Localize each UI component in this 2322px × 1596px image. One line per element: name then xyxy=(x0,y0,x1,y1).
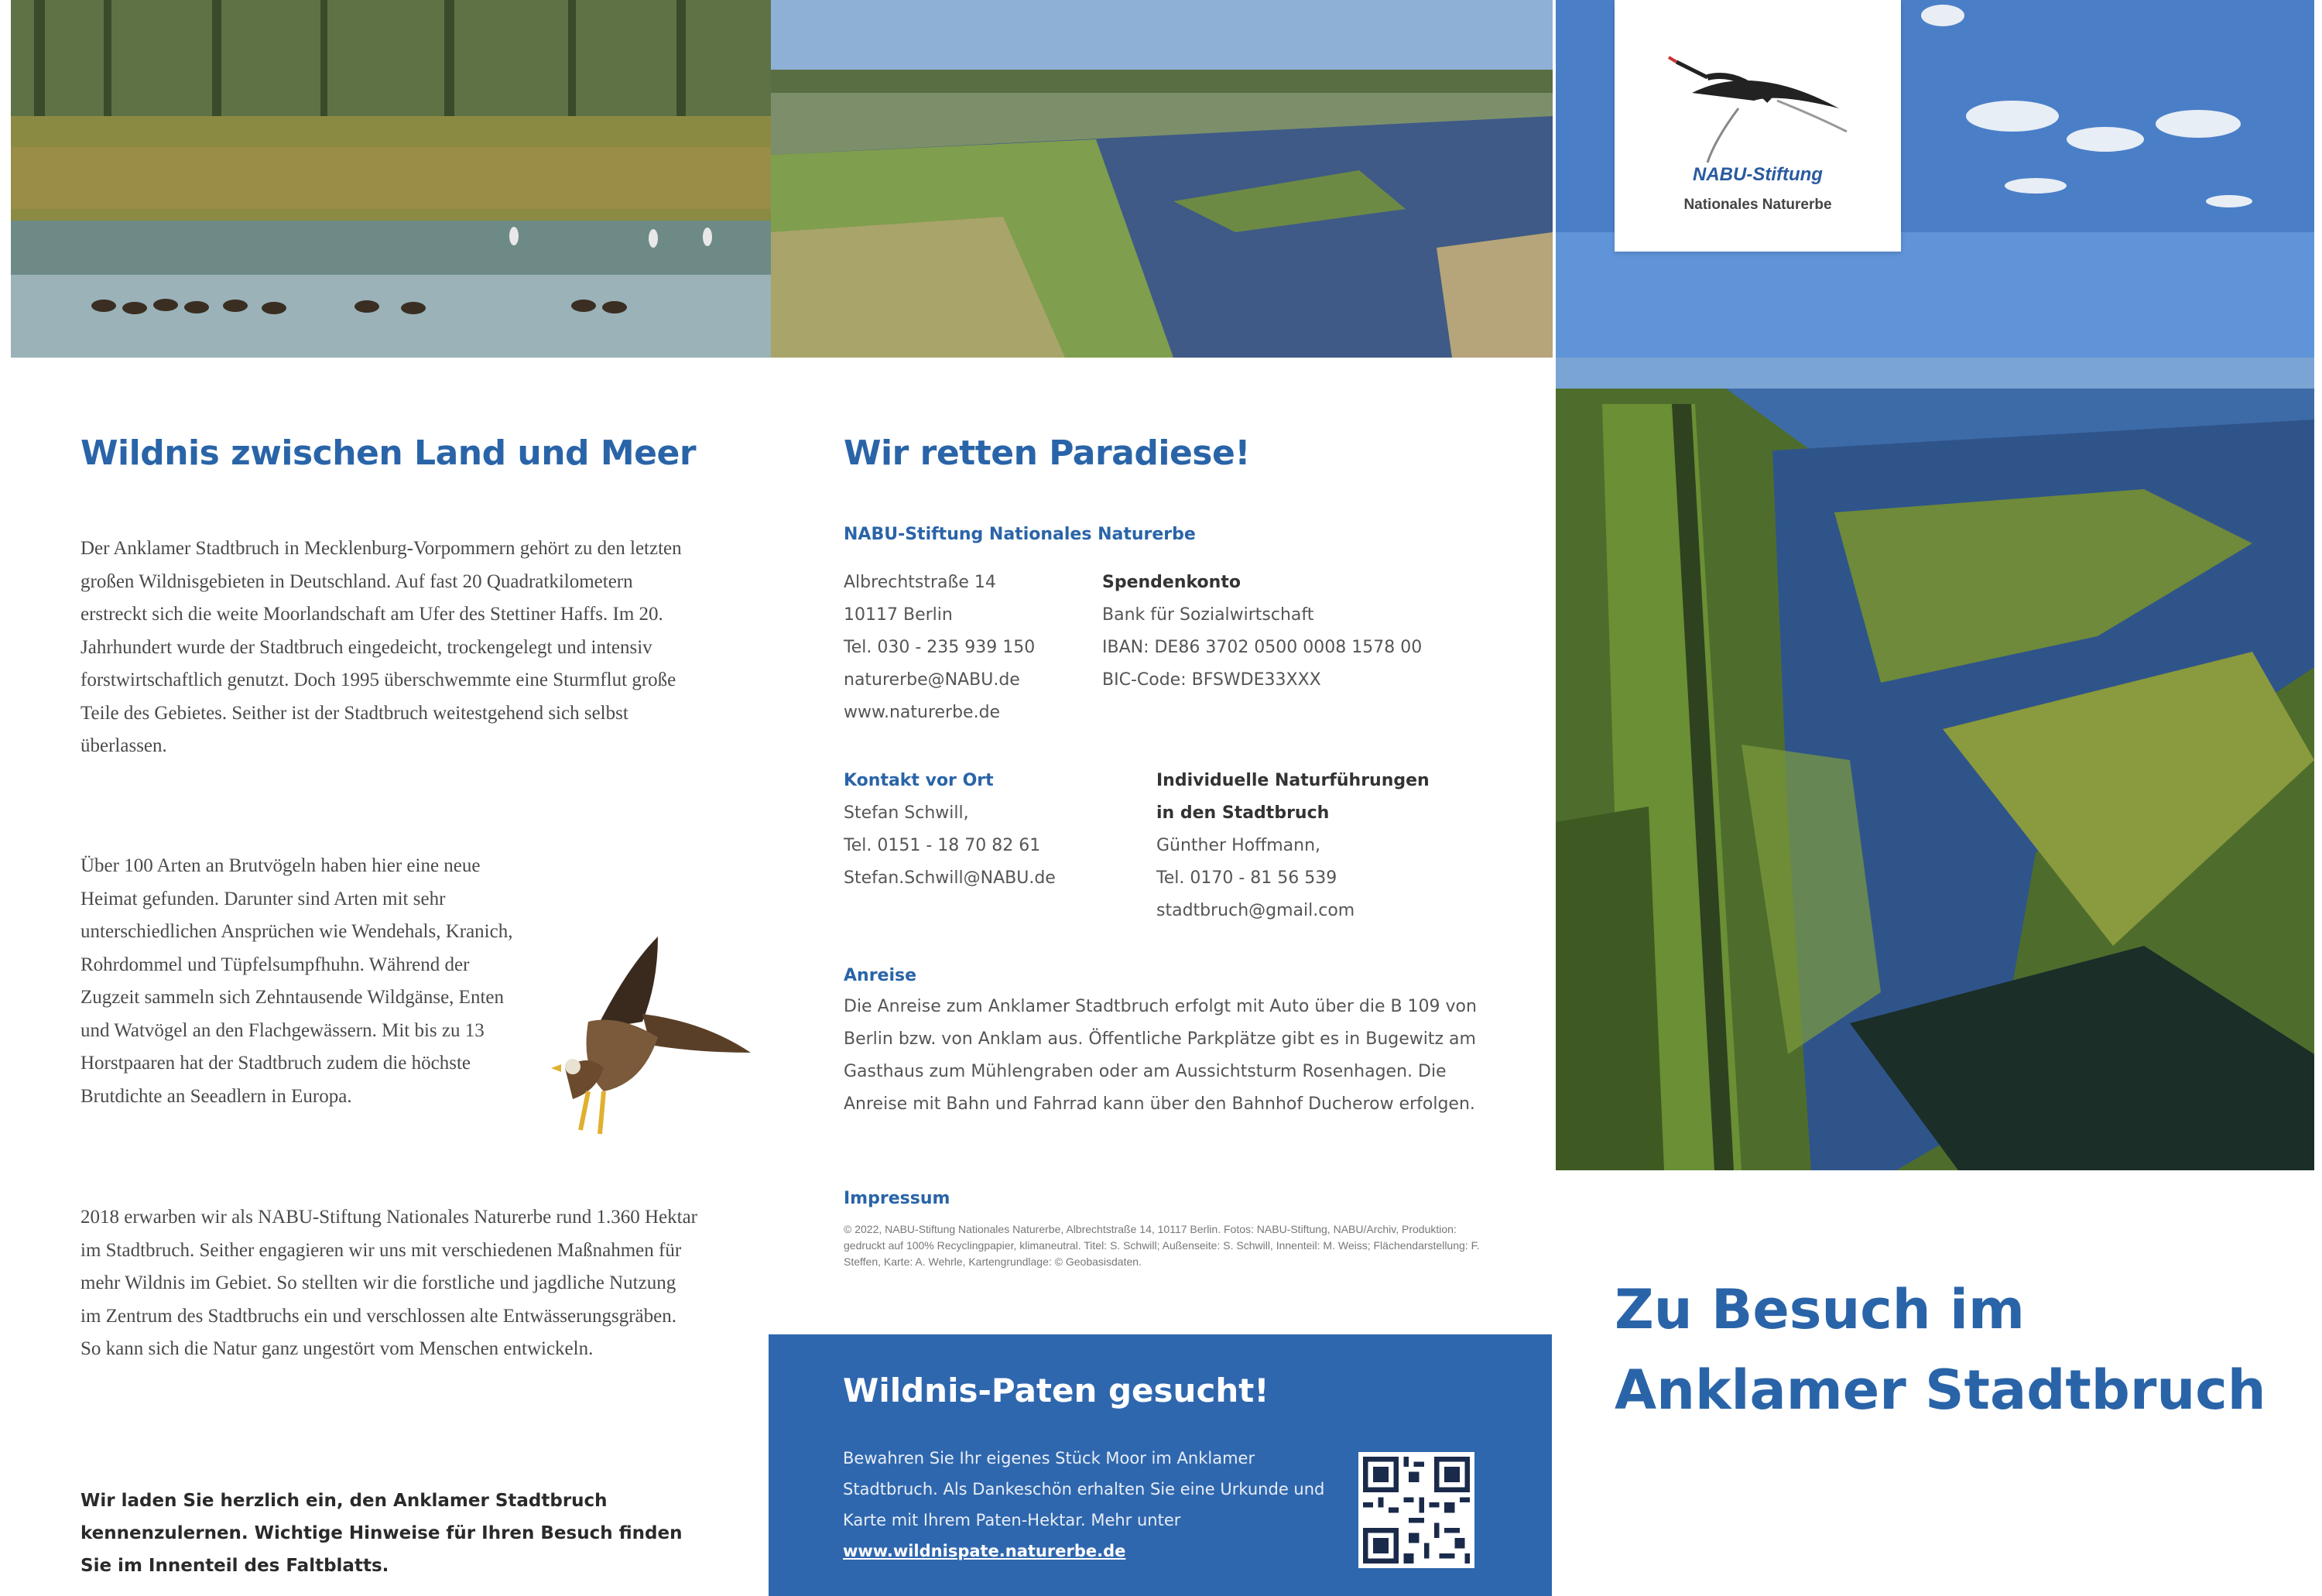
cover-title-line2: Anklamer Stadtbruch xyxy=(1615,1358,2266,1422)
tours-person: Günther Hoffmann, xyxy=(1156,836,1321,855)
nabu-logo-box xyxy=(1615,0,1901,252)
contact-label: Kontakt vor Ort xyxy=(844,771,994,790)
address-city: 10117 Berlin xyxy=(844,605,953,625)
middle-heading: Wir retten Paradiese! xyxy=(844,433,1250,473)
logo-name: NABU-Stiftung xyxy=(1693,164,1823,185)
aerial-moor-photo xyxy=(1556,358,2314,1170)
stork-logo-icon xyxy=(1661,46,1855,170)
tours-block xyxy=(1156,765,1497,927)
contact-person: Stefan Schwill, xyxy=(844,803,969,823)
org-name: NABU-Stiftung Nationales Naturerbe xyxy=(844,525,1196,544)
bank-label: Spendenkonto xyxy=(1102,573,1241,592)
address-phone: Tel. 030 - 235 939 150 xyxy=(844,638,1036,657)
paten-heading: Wildnis-Paten gesucht! xyxy=(843,1372,1269,1409)
contact-email[interactable]: Stefan.Schwill@NABU.de xyxy=(844,868,1056,888)
invitation-paragraph: Wir laden Sie herzlich ein, den Anklamer Stadtbruch kennenzulernen. Wichtige Hinweise für Ihren Besuch finden Sie im Innenteil des Faltblatts. xyxy=(80,1491,683,1576)
birds-paragraph: Über 100 Arten an Brutvögeln haben hier eine neue Heimat gefunden. Darunter sind Arten mit sehr unterschiedlichen Ansprüchen wie Wendehals, Kranich, Rohrdommel und Tüpfelsumpfhuhn. Während der Zugzeit sammeln sich Zehntausende Wildgänse, Enten und Watvögel an den Flachgewässern. Mit bis zu 13 Horstpaaren hat der Stadtbruch zudem die höchste Brutdichte an Seeadlern in Europa. xyxy=(80,855,513,1107)
paten-link[interactable]: www.wildnispate.naturerbe.de xyxy=(843,1542,1126,1560)
arrival-text: Die Anreise zum Anklamer Stadtbruch erfolgt mit Auto über die B 109 von Berlin bzw. von Anklam aus. Öffentliche Parkplätze gibt es in Bugewitz am Gasthaus zum Mühlengraben oder am Aussichtsturm Rosenhagen. Die Anreise mit Bahn und Fahrrad kann über den Bahnhof Ducherow erfolgen. xyxy=(844,997,1477,1114)
bank-name: Bank für Sozialwirtschaft xyxy=(1102,605,1314,625)
address-street: Albrechtstraße 14 xyxy=(844,573,996,592)
contact-block xyxy=(844,765,1138,895)
address-email[interactable]: naturerbe@NABU.de xyxy=(844,670,1020,690)
intro-paragraph: Der Anklamer Stadtbruch in Mecklenburg-Vorpommern gehört zu den letzten großen Wildnisgebieten in Deutschland. Auf fast 20 Quadratkilometern erstreckt sich die weite Moorlandschaft am Ufer des Stettiner Haffs. Im 20. Jahrhundert wurde der Stadtbruch eingedeicht, trockengelegt und intensiv forstwirtschaftlich genutzt. Doch 1995 überschwemmte eine Sturmflut große Teile des Gebietes. Seither ist der Stadtbruch weitestgehend sich selbst überlassen. xyxy=(80,538,682,756)
qr-code-icon[interactable] xyxy=(1358,1452,1474,1568)
bank-bic: BIC-Code: BFSWDE33XXX xyxy=(1102,670,1321,690)
address-website[interactable]: www.naturerbe.de xyxy=(844,703,1001,722)
left-heading: Wildnis zwischen Land und Meer xyxy=(80,433,697,473)
tours-phone: Tel. 0170 - 81 56 539 xyxy=(1156,868,1337,888)
paten-description: Bewahren Sie Ihr eigenes Stück Moor im Anklamer Stadtbruch. Als Dankeschön erhalten Sie eine Urkunde und Karte mit Ihrem Paten-Hektar. Mehr unter xyxy=(843,1449,1325,1529)
logo-subtitle: Nationales Naturerbe xyxy=(1683,197,1832,213)
tours-label-line2: in den Stadtbruch xyxy=(1156,803,1330,823)
wetland-birds-photo xyxy=(11,0,771,358)
imprint-label: Impressum xyxy=(844,1189,950,1208)
bank-iban: IBAN: DE86 3702 0500 0008 1578 00 xyxy=(1102,638,1423,657)
contact-phone: Tel. 0151 - 18 70 82 61 xyxy=(844,836,1041,855)
paten-text xyxy=(843,1443,1354,1567)
tours-label-line1: Individuelle Naturführungen xyxy=(1156,771,1430,790)
acquisition-paragraph: 2018 erwarben wir als NABU-Stiftung Nationales Naturerbe rund 1.360 Hektar im Stadtbruch. Seither engagieren wir uns mit verschiedenen Maßnahmen für mehr Wildnis im Gebiet. So stellten wir die forstliche und jagdliche Nutzung im Zentrum des Stadtbruchs ein und verschlossen alte Entwässerungsgräben. So kann sich die Natur ganz ungestört vom Menschen entwickeln. xyxy=(80,1207,698,1359)
cover-title-line1: Zu Besuch im xyxy=(1615,1278,2025,1341)
wildnis-paten-box xyxy=(769,1334,1552,1596)
cover-title xyxy=(1615,1269,2266,1430)
bank-block xyxy=(1102,567,1505,697)
imprint-text: © 2022, NABU-Stiftung Nationales Naturerbe, Albrechtstraße 14, 10117 Berlin. Fotos: NABU-Stiftung, NABU/Archiv, Produktion: gedruckt auf 100% Recyclingpapier, klimaneutral. Titel: S. Schwill; Außenseite: S. Schwill, Innenteil: M. Weiss; Flächendarstellung: F. Steffen, Karte: A. Wehrle, Kartengrundlage: © Geobasisdaten. xyxy=(844,1223,1480,1268)
wetland-landscape-photo xyxy=(771,0,1553,358)
arrival-label: Anreise xyxy=(844,966,917,985)
address-block xyxy=(844,567,1076,729)
sea-eagle-image xyxy=(503,937,766,1146)
tours-email[interactable]: stadtbruch@gmail.com xyxy=(1156,901,1355,920)
